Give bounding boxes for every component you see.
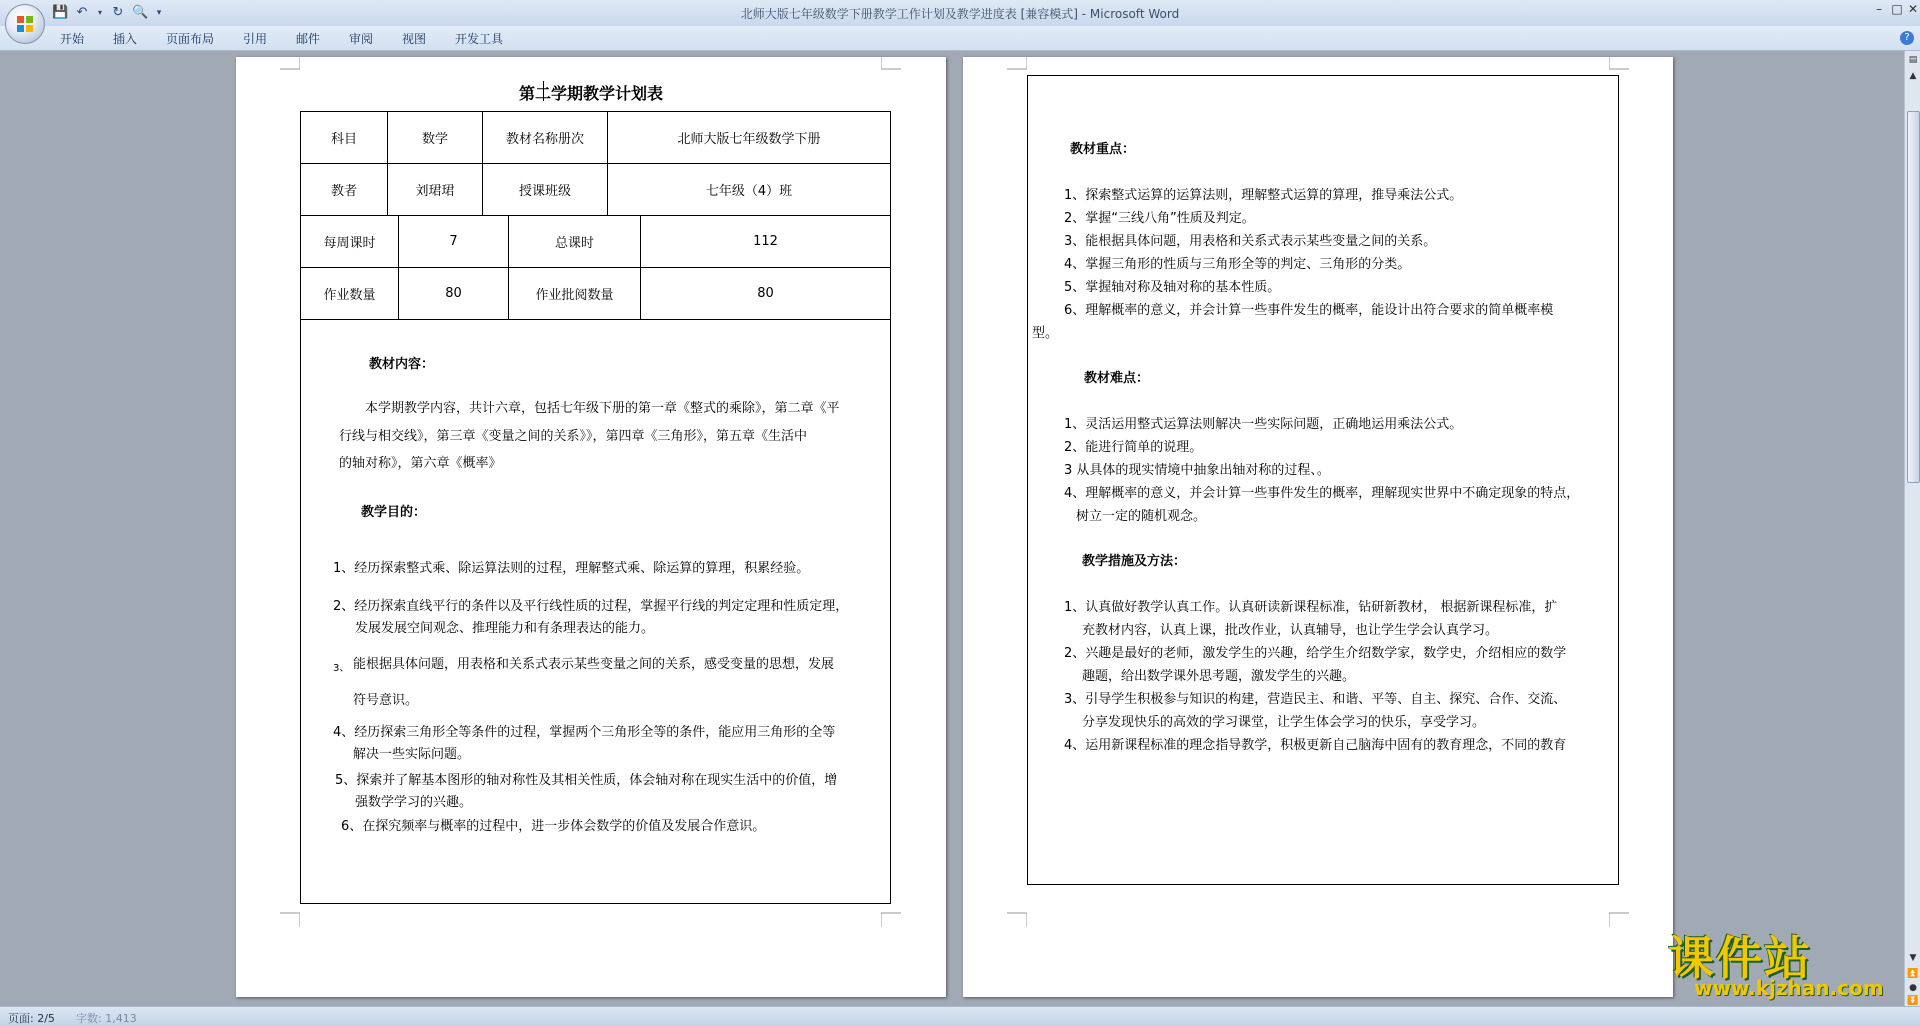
close-button[interactable]: ✕	[1907, 2, 1919, 16]
status-bar	[0, 1006, 1920, 1026]
content-cell	[300, 319, 891, 904]
difficulty-line: 4、理解概率的意义，并会计算一些事件发生的概率，理解现实世界中不确定现象的特点，	[1064, 486, 1580, 501]
table-cell: 授课班级	[483, 164, 608, 216]
minimize-button[interactable]: –	[1876, 2, 1882, 16]
key-line: 3、能根据具体问题，用表格和关系式表示某些变量之间的关系。	[1064, 234, 1437, 249]
table-cell: 112	[641, 216, 891, 268]
scroll-up-button[interactable]: ▲	[1909, 71, 1917, 81]
difficulty-line: 2、能进行简单的说理。	[1064, 440, 1203, 455]
tab-review[interactable]: 审阅	[349, 32, 374, 46]
difficulty-heading: 教材难点：	[1084, 371, 1150, 386]
table-cell: 作业批阅数量	[509, 268, 641, 320]
office-logo-icon	[16, 15, 34, 33]
goal-line: 1、经历探索整式乘、除运算法则的过程，理解整式乘、除运算的算理，积累经验。	[333, 561, 810, 576]
crop-mark	[1007, 57, 1027, 77]
difficulty-line: 树立一定的随机观念。	[1076, 509, 1207, 524]
key-line: 5、掌握轴对称及轴对称的基本性质。	[1064, 280, 1281, 295]
page-title: 第二学期教学计划表	[518, 84, 663, 103]
method-line: 4、运用新课程标准的理念指导教学，积极更新自己脑海中固有的教育理念，不同的教育	[1064, 738, 1567, 753]
method-line: 2、兴趣是最好的老师，激发学生的兴趣，给学生介绍数学家，数学史，介绍相应的数学	[1064, 646, 1567, 661]
help-icon[interactable]: ?	[1900, 31, 1914, 45]
goal-line: 6、在探究频率与概率的过程中，进一步体会数学的价值及发展合作意识。	[341, 819, 766, 834]
undo-icon[interactable]: ↶	[76, 5, 88, 20]
goal-line: 4、经历探索三角形全等条件的过程，掌握两个三角形全等的条件，能应用三角形的全等	[333, 725, 836, 740]
save-icon[interactable]: 💾	[52, 5, 69, 20]
content-line: 行线与相交线》，第三章《变量之间的关系》》，第四章《三角形》，第五章《生活中	[339, 429, 808, 444]
method-line: 趣题，给出数学课外思考题，激发学生的兴趣。	[1082, 669, 1356, 684]
goal-line-number: 3、	[333, 663, 350, 674]
method-heading: 教学措施及方法：	[1082, 554, 1187, 569]
table-cell: 80	[399, 268, 509, 320]
key-line: 4、掌握三角形的性质与三角形全等的判定、三角形的分类。	[1064, 257, 1411, 272]
method-line: 3、引导学生积极参与知识的构建，营造民主、和谐、平等、自主、探究、合作、交流、	[1064, 692, 1567, 707]
watermark-text: 课件站	[1668, 931, 1812, 985]
print-preview-icon[interactable]: 🔍	[132, 5, 149, 20]
difficulty-line: 1、灵活运用整式运算法则解决一些实际问题，正确地运用乘法公式。	[1064, 417, 1463, 432]
table-cell: 教者	[301, 164, 388, 216]
goal-line: 2、经历探索直线平行的条件以及平行线性质的过程，掌握平行线的判定定理和性质定理，	[333, 599, 849, 614]
scroll-down-button[interactable]: ▼	[1909, 953, 1917, 963]
customize-qat-icon[interactable]: ▾	[156, 8, 162, 18]
table-cell: 作业数量	[301, 268, 399, 320]
table-cell: 数学	[388, 112, 483, 164]
title-bar	[0, 0, 1920, 26]
ribbon-tabs	[0, 26, 1920, 51]
tab-view[interactable]: 视图	[402, 32, 427, 46]
previous-page-button[interactable]: ⏫	[1907, 969, 1919, 979]
word-count[interactable]: 字数: 1,413	[76, 1012, 137, 1025]
table-cell: 总课时	[509, 216, 641, 268]
vertical-scrollbar[interactable]	[1904, 51, 1920, 1006]
scrollbar-thumb[interactable]	[1907, 111, 1920, 483]
tab-home[interactable]: 开始	[60, 32, 85, 46]
office-button[interactable]	[5, 4, 45, 44]
ruler-toggle-icon[interactable]: ▤	[1908, 55, 1918, 65]
plan-table-bottom	[300, 215, 891, 320]
undo-dropdown-icon[interactable]: ▾	[97, 8, 102, 17]
crop-mark	[881, 57, 901, 77]
crop-mark	[280, 57, 300, 77]
goal-line: 强数学学习的兴趣。	[355, 795, 473, 810]
key-line: 型。	[1032, 326, 1059, 341]
content-heading: 教材内容：	[369, 357, 435, 372]
table-cell: 7	[399, 216, 509, 268]
tab-mailings[interactable]: 邮件	[296, 32, 321, 46]
goal-line: 解决一些实际问题。	[353, 747, 471, 762]
content-line: 本学期教学内容，共计六章，包括七年级下册的第一章《整式的乘除》，第二章《平	[365, 401, 840, 416]
goal-line: 5、探索并了解基本图形的轴对称性及其相关性质，体会轴对称在现实生活中的价值，增	[335, 773, 838, 788]
table-cell: 80	[641, 268, 891, 320]
maximize-button[interactable]: □	[1891, 2, 1903, 16]
goal-line: 能根据具体问题，用表格和关系式表示某些变量之间的关系，感受变量的思想，发展	[353, 657, 835, 672]
method-line: 充教材内容，认真上课，批改作业，认真辅导，也让学生学会认真学习。	[1082, 623, 1499, 638]
crop-mark	[280, 907, 300, 927]
key-line: 1、探索整式运算的运算法则，理解整式运算的算理，推导乘法公式。	[1064, 188, 1463, 203]
table-cell: 教材名称册次	[483, 112, 608, 164]
key-heading: 教材重点：	[1070, 142, 1136, 157]
method-line: 分享发现快乐的高效的学习课堂，让学生体会学习的快乐，享受学习。	[1082, 715, 1486, 730]
table-cell: 科目	[301, 112, 388, 164]
tab-insert[interactable]: 插入	[113, 32, 138, 46]
crop-mark	[1007, 907, 1027, 927]
window-title: 北师大版七年级数学下册教学工作计划及教学进度表 [兼容模式] - Microsoft Word	[740, 7, 1180, 21]
document-page-2[interactable]	[963, 57, 1673, 997]
watermark-url: www.kjzhan.com	[1694, 976, 1884, 1000]
goal-heading: 教学目的：	[361, 505, 427, 520]
plan-table-top	[300, 111, 891, 216]
document-workspace[interactable]	[0, 51, 1904, 1006]
page-indicator[interactable]: 页面: 2/5	[8, 1012, 55, 1025]
goal-line: 发展发展空间观念、推理能力和有条理表达的能力。	[355, 621, 655, 636]
table-cell: 北师大版七年级数学下册	[608, 112, 891, 164]
table-cell: 刘珺珺	[388, 164, 483, 216]
crop-mark	[1609, 57, 1629, 77]
browse-object-button[interactable]: ●	[1909, 983, 1917, 993]
method-line: 1、认真做好教学认真工作。认真研读新课程标准，钻研新教材， 根据新课程标准，扩	[1064, 600, 1558, 615]
redo-icon[interactable]: ↻	[112, 5, 124, 20]
next-page-button[interactable]: ⏬	[1907, 996, 1919, 1006]
goal-line: 符号意识。	[353, 693, 419, 708]
table-cell: 七年级（4）班	[608, 164, 891, 216]
tab-developer[interactable]: 开发工具	[455, 32, 504, 46]
document-page-1[interactable]	[236, 57, 946, 997]
key-line: 2、掌握“三线八角”性质及判定。	[1064, 211, 1255, 226]
difficulty-line: 3 从具体的现实情境中抽象出轴对称的过程、。	[1064, 463, 1330, 478]
tab-page-layout[interactable]: 页面布局	[166, 32, 215, 46]
watermark-logo	[1668, 922, 1908, 1006]
table-cell: 每周课时	[301, 216, 399, 268]
key-line: 6、理解概率的意义，并会计算一些事件发生的概率，能设计出符合要求的简单概率模	[1064, 303, 1554, 318]
content-line: 的轴对称》，第六章《概率》	[339, 456, 502, 471]
crop-mark	[881, 907, 901, 927]
tab-references[interactable]: 引用	[243, 32, 268, 46]
content-cell	[1027, 75, 1619, 885]
crop-mark	[1609, 907, 1629, 927]
